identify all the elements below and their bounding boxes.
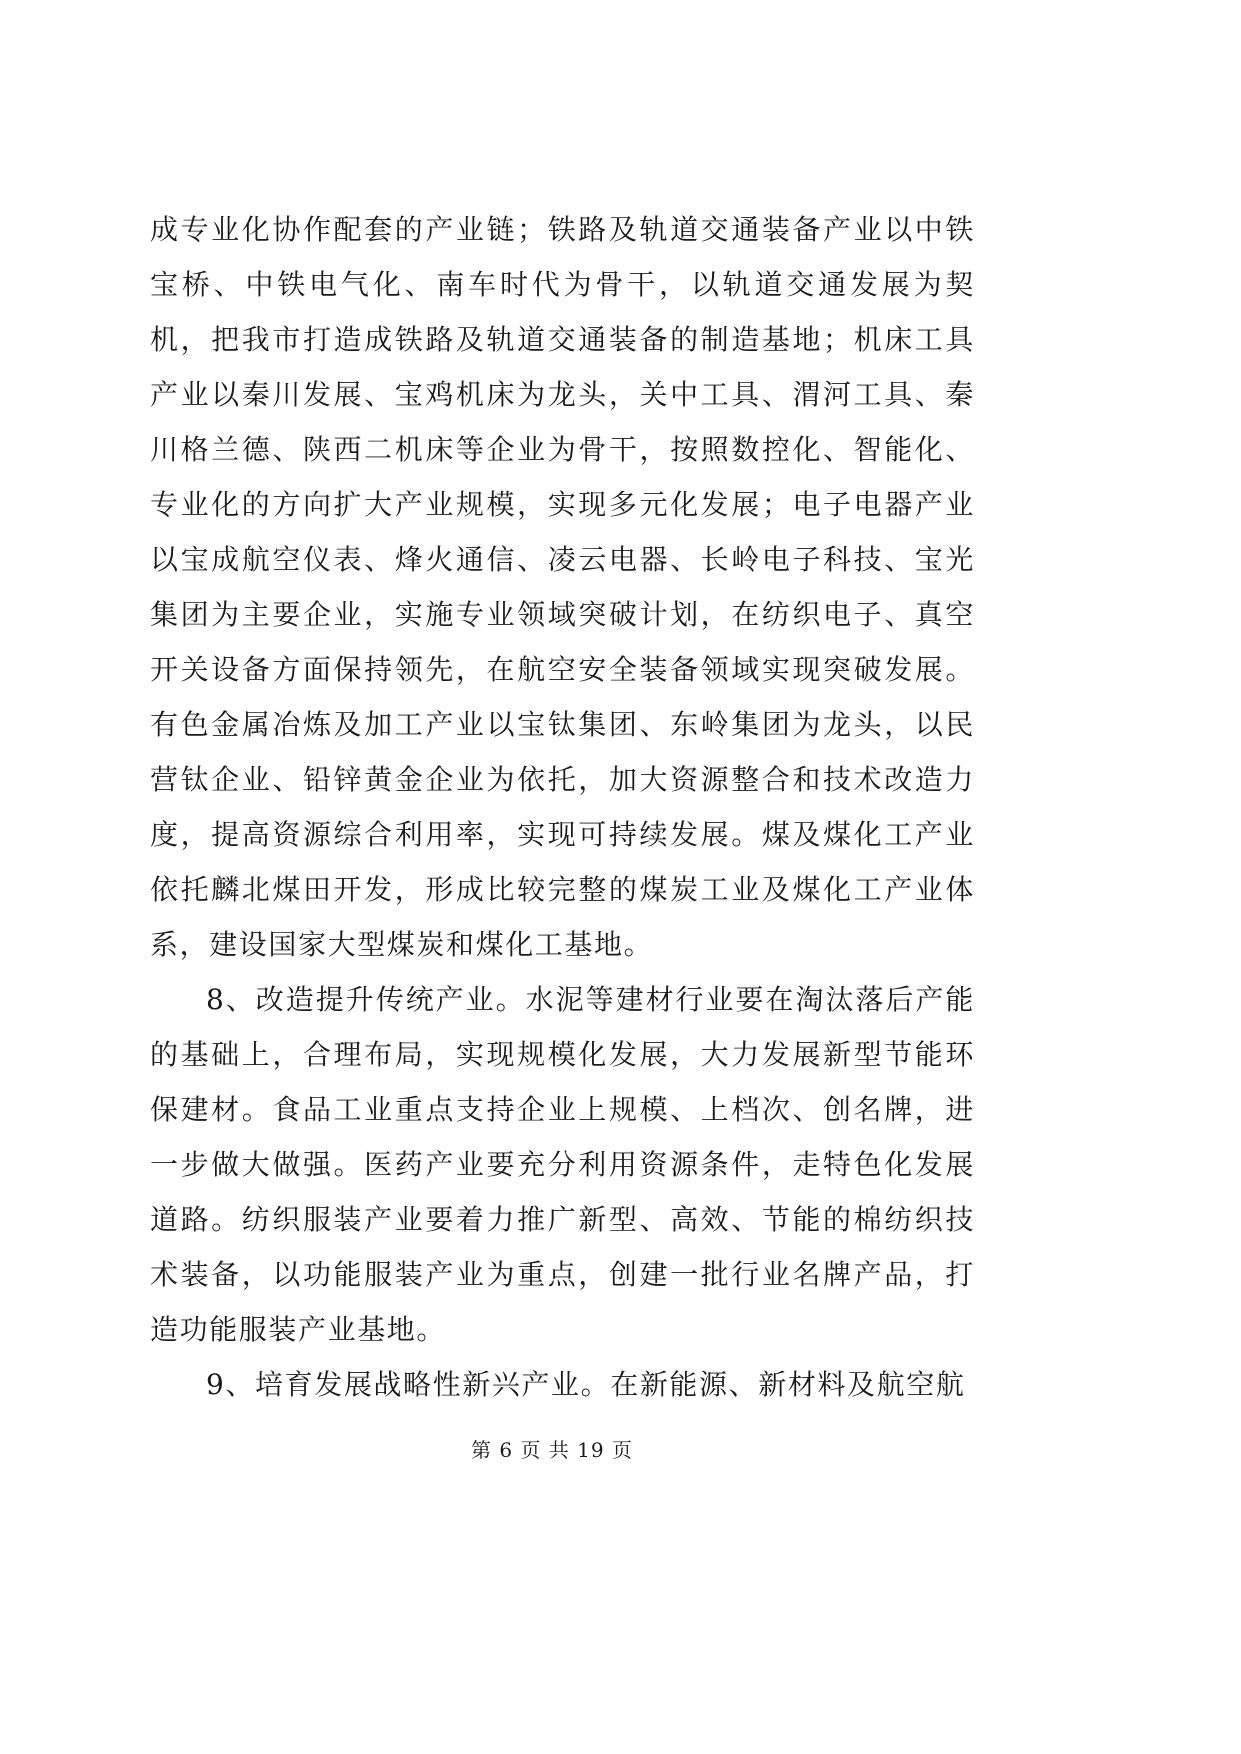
page-footer: 第 6 页 共 19 页: [471, 1438, 633, 1462]
paragraph-emerging-industry: 9、培育发展战略性新兴产业。在新能源、新材料及航空航: [206, 1368, 966, 1401]
body-text: [150, 202, 975, 1412]
paragraph-industry-chain: 成专业化协作配套的产业链；铁路及轨道交通装备产业以中铁宝桥、中铁电气化、南车时代为骨干，以轨道交通发展为契机，把我市打造成铁路及轨道交通装备的制造基地；机床工具产业以秦川发展、宝鸡机床为龙头，关中工具、渭河工具、秦川格兰德、陕西二机床等企业为骨干，按照数控化、智能化、专业化的方向扩大产业规模，实现多元化发展；电子电器产业以宝成航空仪表、烽火通信、凌云电器、长岭电子科技、宝光集团为主要企业，实施专业领域突破计划，在纺织电子、真空开关设备方面保持领先，在航空安全装备领域实现突破发展。有色金属冶炼及加工产业以宝钛集团、东岭集团为龙头，以民营钛企业、铅锌黄金企业为依托，加大资源整合和技术改造力度，提高资源综合利用率，实现可持续发展。煤及煤化工产业依托麟北煤田开发，形成比较完整的煤炭工业及煤化工产业体系，建设国家大型煤炭和煤化工基地。: [150, 213, 975, 961]
paragraph-traditional-industry: 8、改造提升传统产业。水泥等建材行业要在淘汰落后产能的基础上，合理布局，实现规模化发展，大力发展新型节能环保建材。食品工业重点支持企业上规模、上档次、创名牌，进一步做大做强。医药产业要充分利用资源条件，走特色化发展道路。纺织服装产业要着力推广新型、高效、节能的棉纺织技术装备，以功能服装产业为重点，创建一批行业名牌产品，打造功能服装产业基地。: [150, 983, 975, 1346]
